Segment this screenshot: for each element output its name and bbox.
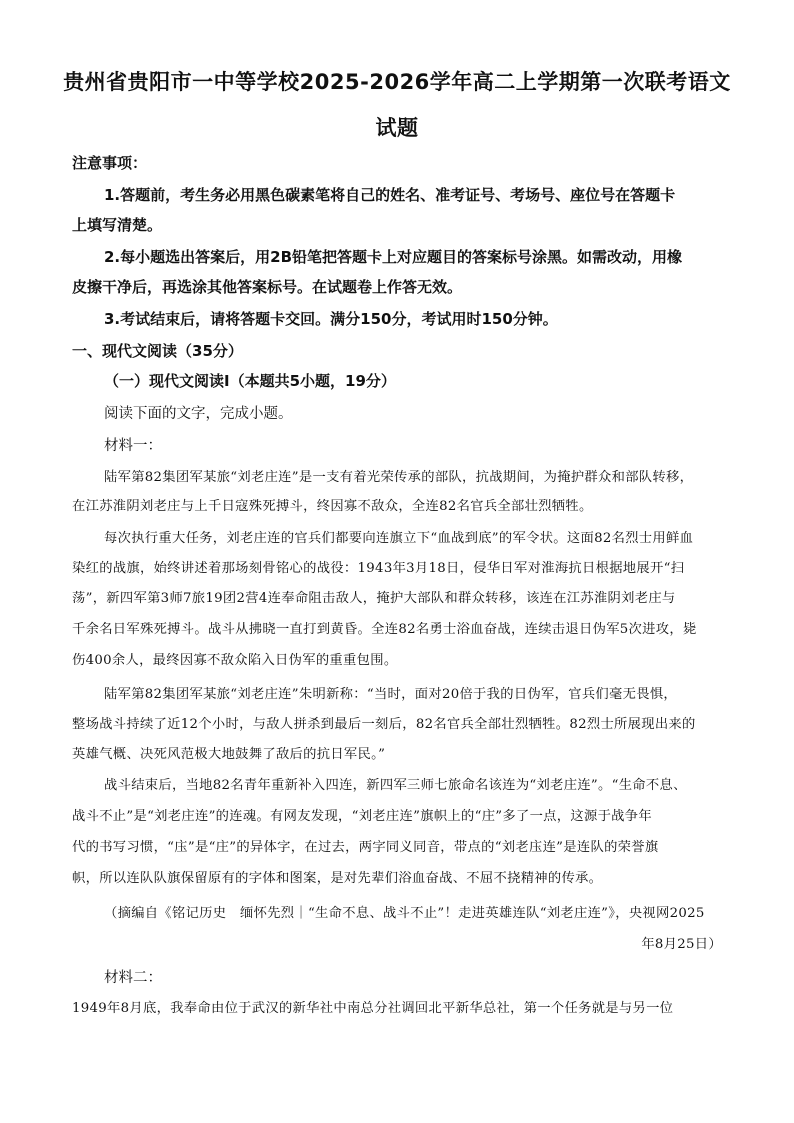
material-2-label: 材料二： [104,970,162,986]
paragraph-line: 在江苏淮阴刘老庄与上千日寇殊死搏斗，终因寡不敌众，全连82名官兵全部壮烈牺牲。 [72,499,593,514]
notice-item-3: 3.考试结束后，请将答题卡交回。满分150分，考试用时150分钟。 [104,310,558,328]
section-heading: 一、现代文阅读（35分） [72,342,243,360]
notice-item-2-line-1: 2.每小题选出答案后，用2B铅笔把答题卡上对应题目的答案标号涂黑。如需改动，用橡 [104,248,683,266]
notice-heading: 注意事项： [72,154,148,172]
paragraph-line: 英雄气概、决死风范极大地鼓舞了敌后的抗日军民。” [72,747,386,762]
paragraph-line: 战斗不止”是“刘老庄连”的连魂。有网友发现，“刘老庄连”旗帜上的“庄”多了一点，这源于战争年 [72,809,652,824]
paragraph-line: 千余名日军殊死搏斗。战斗从拂晓一直打到黄昏。全连82名勇士浴血奋战，连续击退日伪军5次进攻，毙 [72,622,697,637]
paragraph-line: 染红的战旗，始终讲述着那场刻骨铭心的战役：1943年3月18日，侵华日军对淮海抗日根据地展开“扫 [72,561,685,576]
notice-item-2-line-2: 皮擦干净后，再选涂其他答案标号。在试题卷上作答无效。 [72,278,463,296]
paragraph-line: 荡”，新四军第3师7旅19团2营4连奉命阻击敌人，掩护大部队和群众转移，该连在江苏淮阴刘老庄与 [72,591,676,606]
paragraph-line: 陆军第82集团军某旅“刘老庄连”是一支有着光荣传承的部队，抗战期间，为掩护群众和部队转移， [104,470,694,485]
subsection-heading: （一）现代文阅读Ⅰ（本题共5小题，19分） [104,372,396,390]
notice-item-1-line-2: 上填写清楚。 [72,216,163,234]
source-citation-line-1: （摘编自《铭记历史 缅怀先烈｜“生命不息、战斗不止”！走进英雄连队“刘老庄连”》，央视网2025 [104,906,705,921]
reading-instruction: 阅读下面的文字，完成小题。 [104,406,293,422]
material-1-label: 材料一： [104,438,162,454]
paragraph-line: 1949年8月底，我奉命由位于武汉的新华社中南总分社调回北平新华总社，第一个任务就是与另一位 [72,1001,674,1016]
paragraph-line: 陆军第82集团军某旅“刘老庄连”朱明新称：“当时，面对20倍于我的日伪军，官兵们毫无畏惧， [104,687,678,702]
paragraph-line: 伤400余人，最终因寡不敌众陷入日伪军的重重包围。 [72,653,398,668]
notice-item-1-line-1: 1.答题前，考生务必用黑色碳素笔将自己的姓名、准考证号、考场号、座位号在答题卡 [104,186,676,204]
exam-title-line1: 贵州省贵阳市一中等学校2025-2026学年高二上学期第一次联考语文 [63,70,731,94]
paragraph-line: 整场战斗持续了近12个小时，与敌人拼杀到最后一刻后，82名官兵全部壮烈牺牲。82烈士所展现出来的 [72,717,696,732]
paragraph-line: 帜，所以连队队旗保留原有的字体和图案，是对先辈们浴血奋战、不屈不挠精神的传承。 [72,871,603,886]
paragraph-line: 每次执行重大任务，刘老庄连的官兵们都要向连旗立下“血战到底”的军令状。这面82名烈士用鲜血 [104,531,694,546]
source-citation-line-2: 年8月25日） [641,937,722,952]
exam-title-line2: 试题 [375,116,419,140]
paragraph-line: 战斗结束后，当地82名青年重新补入四连，新四军三师七旅命名该连为“刘老庄连”。“生命不息、 [104,778,687,793]
paragraph-line: 代的书写习惯，“庒”是“庄”的异体字，在过去，两字同义同音，带点的“刘老庒连”是连队的荣誉旗 [72,840,659,855]
